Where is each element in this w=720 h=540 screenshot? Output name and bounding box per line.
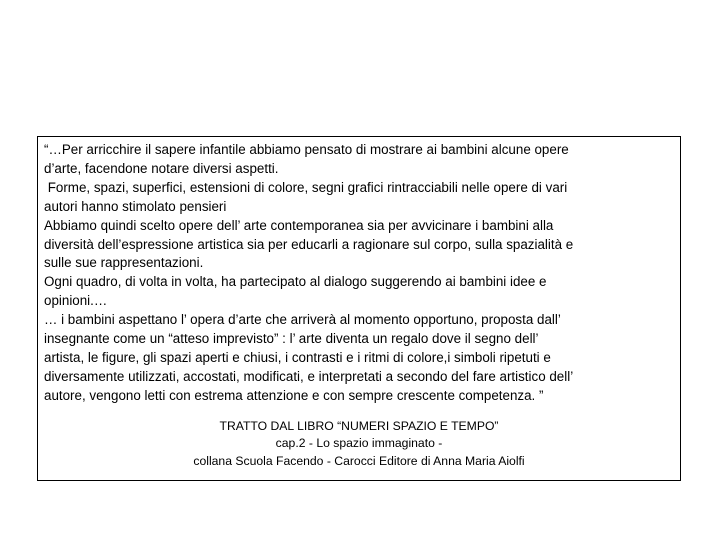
quote-line: Ogni quadro, di volta in volta, ha partecipato al dialogo suggerendo ai bambini idee e [44,274,547,290]
quote-line: “…Per arricchire il sapere infantile abbiamo pensato di mostrare ai bambini alcune opere [44,142,569,157]
quote-line: artista, le figure, gli spazi aperti e chiusi, i contrasti e i ritmi di colore,i simboli ripetuti e [44,349,551,365]
quote-line: diversamente utilizzati, accostati, modificati, e interpretati a secondo del fare artistico dell’ [44,368,574,384]
quote-line: Forme, spazi, superfici, estensioni di colore, segni grafici rintracciabili nelle opere di vari [44,179,568,195]
quote-text [44,141,674,406]
citation-book-title: TRATTO DAL LIBRO “NUMERI SPAZIO E TEMPO” [219,418,499,433]
source-citation [44,418,674,471]
citation-publisher: collana Scuola Facendo - Carocci Editore di Anna Maria Aiolfi [193,453,525,468]
quote-line: autore, vengono letti con estrema attenzione e con sempre crescente competenza. ” [44,387,544,403]
quote-line: opinioni.… [44,293,108,309]
quote-line: … i bambini aspettano l’ opera d’arte che arriverà al momento opportuno, proposta dall’ [44,312,561,328]
citation-chapter: cap.2 - Lo spazio immaginato - [275,436,443,451]
quote-line: sulle sue rappresentazioni. [44,255,204,271]
quote-line: Abbiamo quindi scelto opere dell’ arte contemporanea sia per avvicinare i bambini alla [44,217,554,233]
quote-line: d’arte, facendone notare diversi aspetti. [44,160,279,176]
quote-line: insegnante come un “atteso imprevisto” : l’ arte diventa un regalo dove il segno dell’ [44,331,539,347]
quote-line: autori hanno stimolato pensieri [44,198,227,214]
quote-box [37,136,681,481]
quote-line: diversità dell’espressione artistica sia per educarli a ragionare sul corpo, sulla spazialità e [44,236,574,252]
